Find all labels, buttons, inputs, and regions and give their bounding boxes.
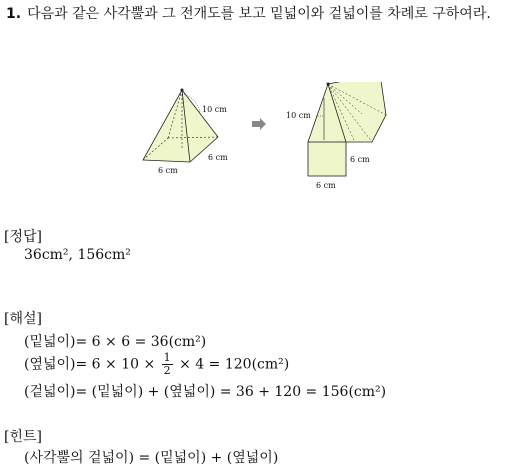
hint-line: (사각뿔의 겉넓이) = (밑넓이) + (옆넓이): [24, 450, 279, 466]
pyramid-solid: [143, 89, 218, 163]
explanation-line-3: (겉넓이)= (밑넓이) + (옆넓이) = 36 + 120 = 156(cm²): [24, 384, 387, 400]
net-label-side: 6 cm: [350, 155, 370, 164]
net-label-bottom: 6 cm: [316, 181, 336, 190]
hint-tag: [힌트]: [4, 429, 42, 445]
label-depth: 6 cm: [208, 153, 228, 162]
question: [6, 4, 526, 25]
explanation-line-1: (밑넓이)= 6 × 6 = 36(cm²): [24, 334, 207, 350]
explanation-tag: [해설]: [4, 311, 42, 327]
question-text: 다음과 같은 사각뿔과 그 전개도를 보고 밑넓이와 겉넓이를 차례로 구하여라.: [27, 6, 491, 22]
pyramid-net: [308, 82, 386, 176]
answer-line: 36cm², 156cm²: [24, 247, 131, 263]
net-label-slant: 10 cm: [286, 111, 311, 120]
pyramid-figure: [140, 82, 400, 192]
arrow-icon: [252, 118, 266, 130]
explanation-line-2-suffix: × 4 = 120(cm²): [179, 356, 290, 373]
answer-tag: [정답]: [4, 229, 42, 245]
fraction-half: [162, 352, 173, 377]
label-height: 10 cm: [202, 105, 227, 114]
label-width: 6 cm: [158, 166, 178, 175]
question-number: 1.: [6, 6, 22, 22]
explanation-line-2-prefix: (옆넓이)= 6 × 10 ×: [24, 356, 156, 373]
explanation-line-2: [24, 352, 289, 377]
fraction-denominator: 2: [163, 364, 171, 377]
fraction-numerator: 1: [163, 351, 171, 364]
